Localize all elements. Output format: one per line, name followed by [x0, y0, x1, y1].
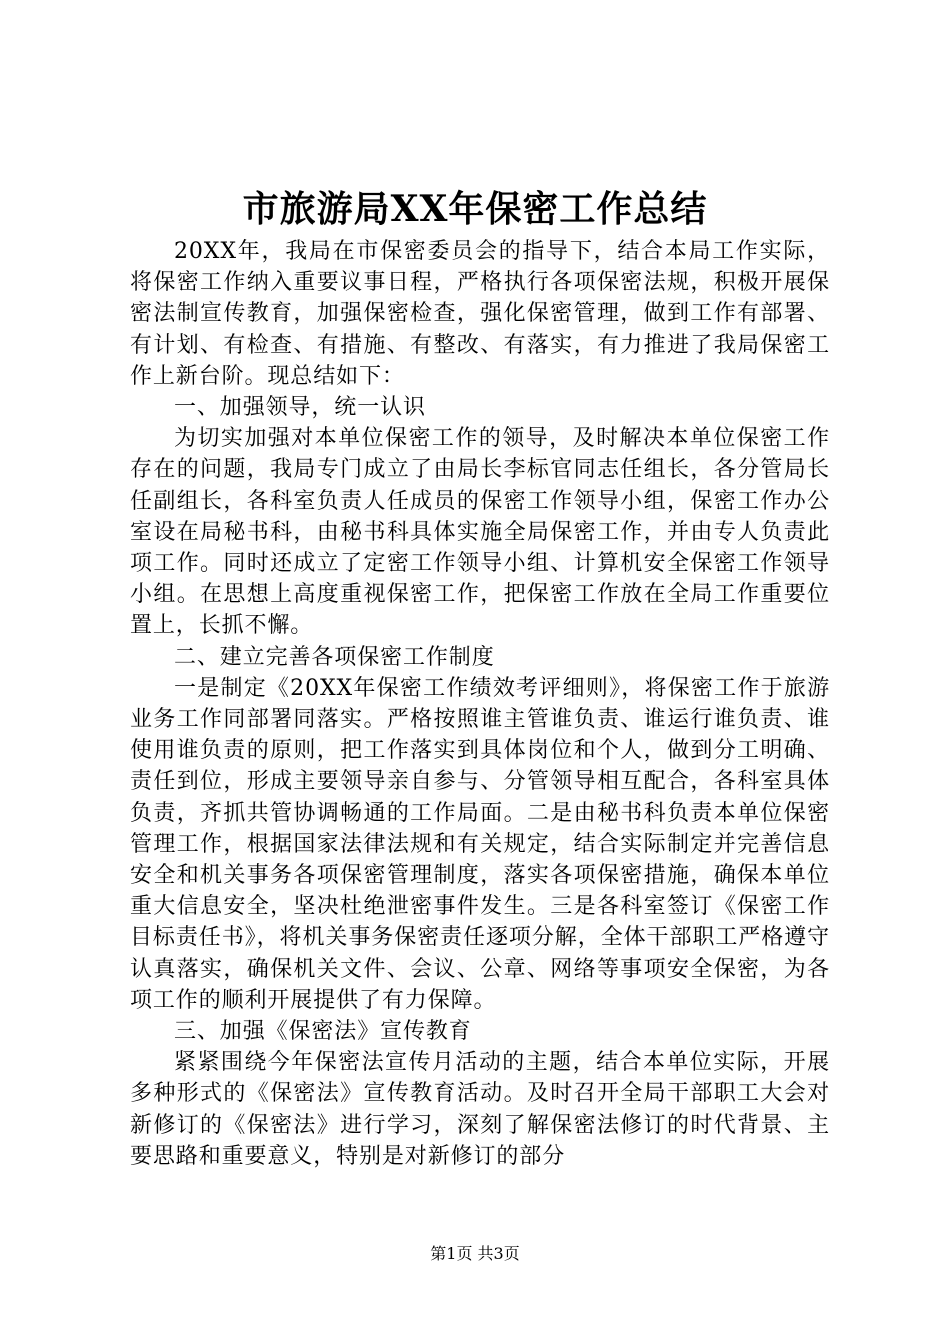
section-2-paragraph: 一是制定《20XX年保密工作绩效考评细则》，将保密工作于旅游业务工作同部署同落实。严格按照谁主管谁负责、谁运行谁负责、谁使用谁负责的原则，把工作落实到具体岗位和个人，做到分工明确、责任到位，形成主要领导亲自参与、分管领导相互配合，各科室具体负责，齐抓共管协调畅通的工作局面。二是由秘书科负责本单位保密管理工作，根据国家法律法规和有关规定，结合实际制定并完善信息安全和机关事务各项保密管理制度，落实各项保密措施，确保本单位重大信息安全，坚决杜绝泄密事件发生。三是各科室签订《保密工作目标责任书》，将机关事务保密责任逐项分解，全体干部职工严格遵守认真落实，确保机关文件、会议、公章、网络等事项安全保密，为各项工作的顺利开展提供了有力保障。 — [130, 675, 830, 1013]
intro-paragraph: 20XX年，我局在市保密委员会的指导下，结合本局工作实际，将保密工作纳入重要议事日程，严格执行各项保密法规，积极开展保密法制宣传教育，加强保密检查，强化保密管理，做到工作有部署、有计划、有检查、有措施、有整改、有落实，有力推进了我局保密工作上新台阶。现总结如下： — [130, 239, 830, 389]
section-1-paragraph: 为切实加强对本单位保密工作的领导，及时解决本单位保密工作存在的问题，我局专门成立了由局长李标官同志任组长，各分管局长任副组长，各科室负责人任成员的保密工作领导小组，保密工作办公室设在局秘书科，由秘书科具体实施全局保密工作，并由专人负责此项工作。同时还成立了定密工作领导小组、计算机安全保密工作领导小组。在思想上高度重视保密工作，把保密工作放在全局工作重要位置上，长抓不懈。 — [130, 426, 830, 639]
section-heading-1: 一、加强领导，统一认识 — [174, 395, 426, 421]
document-body — [130, 236, 830, 1172]
section-heading-3: 三、加强《保密法》宣传教育 — [174, 1019, 472, 1045]
document-title: 市旅游局XX年保密工作总结 — [242, 188, 708, 230]
section-heading-2: 二、建立完善各项保密工作制度 — [174, 644, 495, 670]
section-3-paragraph: 紧紧围绕今年保密法宣传月活动的主题，结合本单位实际，开展多种形式的《保密法》宣传教育活动。及时召开全局干部职工大会对新修订的《保密法》进行学习，深刻了解保密法修订的时代背景、主要思路和重要意义，特别是对新修订的部分 — [130, 1050, 830, 1169]
page-footer: 第1页 共3页 — [430, 1244, 520, 1263]
